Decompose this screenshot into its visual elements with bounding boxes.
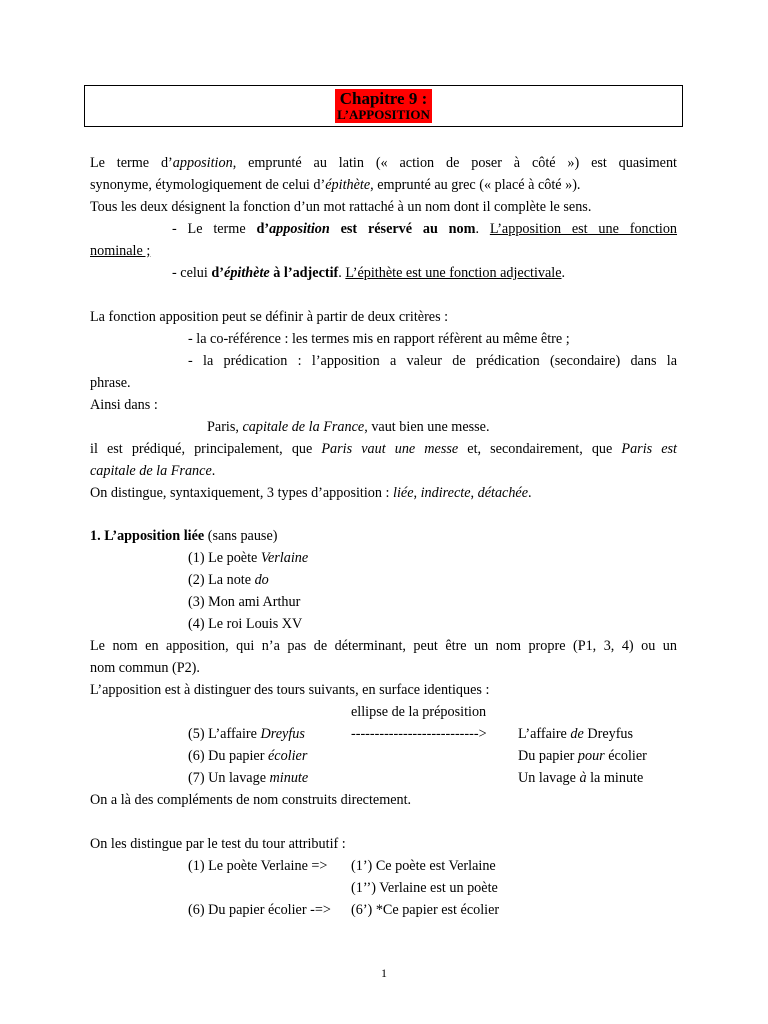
ellipse-label: ellipse de la préposition (351, 704, 487, 720)
example-2: (2) La note do (188, 572, 269, 588)
criteria-predication: - la prédication : l’apposition a valeur de prédication (secondaire) dans la (188, 353, 677, 369)
test-1-result-b: (1’’) Verlaine est un poète (351, 880, 498, 896)
section-1-heading: 1. L’apposition liée (sans pause) (90, 528, 278, 544)
test-1-source: (1) Le poète Verlaine => (188, 858, 328, 874)
test-6-source: (6) Du papier écolier -=> (188, 902, 331, 918)
intro-line-3: Tous les deux désignent la fonction d’un mot rattaché à un nom dont il complète le sens. (90, 199, 592, 215)
section-1-para-1-end: nom commun (P2). (90, 660, 200, 676)
rewrite-5: L’affaire de Dreyfus (518, 726, 634, 742)
example-7: (7) Un lavage minute (188, 770, 309, 786)
intro-line-2: synonyme, étymologiquement de celui d’épithète, emprunté au grec (« placé à côté »). (90, 177, 581, 193)
criteria-predication-end: phrase. (90, 375, 131, 391)
criteria-coreference: - la co-référence : les termes mis en rapport réfèrent au même être ; (188, 331, 570, 347)
ainsi-label: Ainsi dans : (90, 397, 158, 413)
criteria-intro: La fonction apposition peut se définir à partir de deux critères : (90, 309, 449, 325)
test-intro: On les distingue par le test du tour attributif : (90, 836, 346, 852)
chapter-title: Chapitre 9 : (339, 89, 428, 108)
intro-line-1: Le terme d’apposition, emprunté au latin (« action de poser à côté ») est quasiment (90, 155, 677, 171)
chapter-title-box (84, 85, 683, 127)
test-1-result-a: (1’) Ce poète est Verlaine (351, 858, 496, 874)
example-paris: Paris, capitale de la France, vaut bien une messe. (207, 419, 490, 435)
arrow-line: ---------------------------> (351, 726, 487, 742)
section-1-para-3: On a là des compléments de nom construits directement. (90, 792, 412, 808)
test-6-result: (6’) *Ce papier est écolier (351, 902, 500, 918)
section-1-para-2: L’apposition est à distinguer des tours suivants, en surface identiques : (90, 682, 490, 698)
example-4: (4) Le roi Louis XV (188, 616, 303, 632)
rewrite-7: Un lavage à la minute (518, 770, 644, 786)
example-5: (5) L’affaire Dreyfus (188, 726, 305, 742)
example-1: (1) Le poète Verlaine (188, 550, 309, 566)
rewrite-6: Du papier pour écolier (518, 748, 647, 764)
chapter-subtitle: L’APPOSITION (337, 107, 430, 122)
section-1-para-1: Le nom en apposition, qui n’a pas de déterminant, peut être un nom propre (P1, 3, 4) ou un (90, 638, 677, 654)
intro-line-4: - Le terme d’apposition est réservé au nom. L’apposition est une fonction (172, 221, 678, 237)
page-number: 1 (381, 966, 387, 980)
types-line: On distingue, syntaxiquement, 3 types d’apposition : liée, indirecte, détachée. (90, 485, 532, 501)
intro-line-5: nominale ; (90, 243, 151, 259)
predication-line-2: capitale de la France. (90, 463, 216, 479)
intro-line-6: - celui d’épithète à l’adjectif. L’épithète est une fonction adjectivale. (172, 265, 566, 281)
chapter-title-highlight (335, 89, 432, 123)
example-6: (6) Du papier écolier (188, 748, 308, 764)
example-3: (3) Mon ami Arthur (188, 594, 301, 610)
predication-line-1: il est prédiqué, principalement, que Paris vaut une messe et, secondairement, que Paris est (90, 441, 677, 457)
